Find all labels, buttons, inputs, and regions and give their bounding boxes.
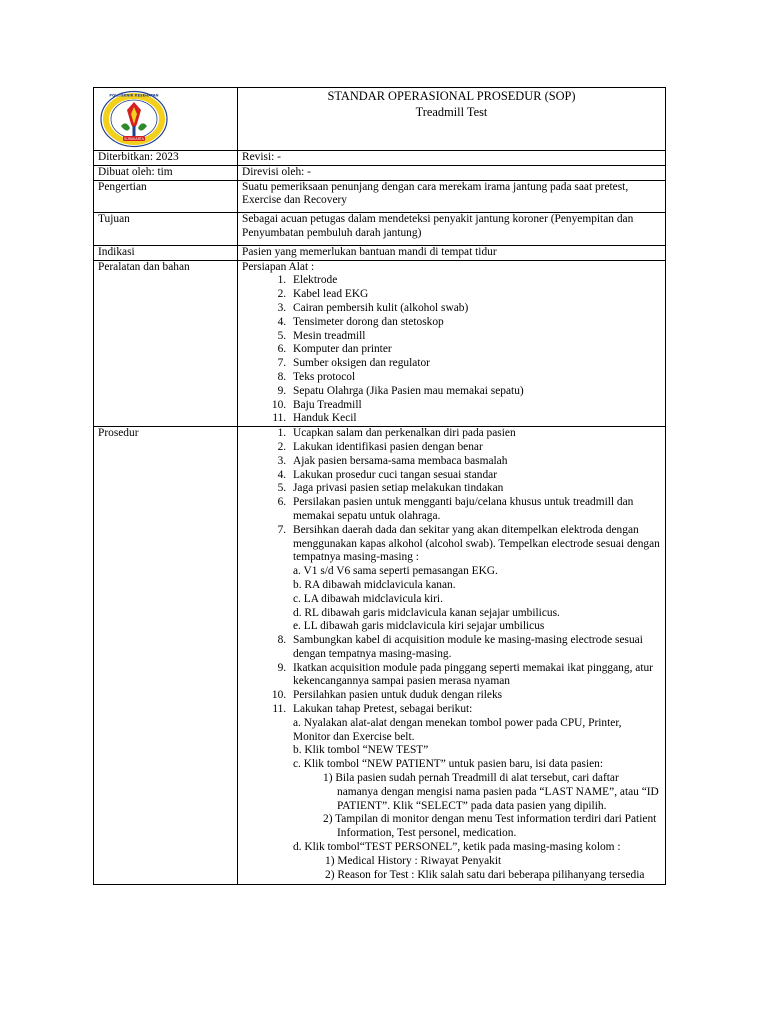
- step7-sub-c: c. LA dibawah midclavicula kiri.: [293, 592, 443, 605]
- step7-sub-e: e. LL dibawah garis midclavicula kiri sejajar umbilicus: [293, 620, 545, 633]
- indikasi-row: [94, 245, 666, 260]
- step7-sub-b: b. RA dibawah midclavicula kanan.: [293, 578, 456, 591]
- step7-text: Bersihkan daerah dada dan sekitar yang akan ditempelkan elektroda dengan menggunakan kapas alkohol (alcohol swab). Tempelkan electrode sesuai dengan tempatnya masing-masing :: [293, 523, 660, 564]
- pengertian-label: Pengertian: [94, 180, 238, 213]
- step11-text: Lakukan tahap Pretest, sebagai berikut:: [293, 703, 473, 716]
- peralatan-list: [242, 274, 661, 426]
- list-item: 8. Sambungkan kabel di acquisition module ke masing-masing electrode sesuai dengan tempatnya masing-masing.: [289, 634, 661, 662]
- peralatan-cell: [238, 260, 666, 427]
- step11-d-list: [293, 855, 661, 883]
- title-cell: [238, 88, 666, 151]
- peralatan-row: [94, 260, 666, 427]
- list-item: 2) Reason for Test : Klik salah satu dari beberapa pilihanyang tersedia: [325, 868, 645, 881]
- indikasi-text: Pasien yang memerlukan bantuan mandi di tempat tidur: [238, 245, 666, 260]
- list-item: 9. Ikatkan acquisition module pada pinggang seperti memakai ikat pinggang, atur kekencangannya sampai pasien merasa nyaman: [289, 662, 661, 690]
- logo-bottom-text: SURAKARTA: [124, 137, 144, 141]
- institution-logo: [99, 90, 169, 148]
- step7-sub-d: d. RL dibawah garis midclavicula kanan sejajar umbilicus.: [293, 606, 560, 619]
- list-item: 7. Sumber oksigen dan regulator: [289, 357, 661, 371]
- list-item: 9. Sepatu Olahrga (Jika Pasien mau memakai sepatu): [289, 385, 661, 399]
- pengertian-text: Suatu pemeriksaan penunjang dengan cara merekam irama jantung pada saat pretest, Exercise dan Recovery: [238, 180, 666, 213]
- document-title: STANDAR OPERASIONAL PROSEDUR (SOP): [327, 89, 576, 103]
- header-row: [94, 88, 666, 151]
- indikasi-label: Indikasi: [94, 245, 238, 260]
- peralatan-label: Peralatan dan bahan: [94, 260, 238, 427]
- diterbitkan-cell: Diterbitkan: 2023: [94, 151, 238, 166]
- revisi-cell: Revisi: -: [238, 151, 666, 166]
- list-item: 3. Ajak pasien bersama-sama membaca basmalah: [289, 455, 661, 469]
- sop-table: [93, 87, 666, 885]
- list-item: 1. Ucapkan salam dan perkenalkan diri pada pasien: [289, 427, 661, 441]
- dibuat-cell: Dibuat oleh: tim: [94, 165, 238, 180]
- prosedur-cell: [238, 427, 666, 885]
- prosedur-row: [94, 427, 666, 885]
- list-item: 1. Elektrode: [289, 274, 661, 288]
- prosedur-list: [242, 427, 661, 882]
- list-item: 5. Mesin treadmill: [289, 330, 661, 344]
- step11-sub-a: a. Nyalakan alat-alat dengan menekan tombol power pada CPU, Printer, Monitor dan Exercise belt.: [293, 716, 622, 743]
- list-item: 8. Teks protocol: [289, 371, 661, 385]
- list-item: 4. Lakukan prosedur cuci tangan sesuai standar: [289, 469, 661, 483]
- direvisi-cell: Direvisi oleh: -: [238, 165, 666, 180]
- prosedur-label: Prosedur: [94, 427, 238, 885]
- pengertian-row: [94, 180, 666, 213]
- list-item: [289, 703, 661, 882]
- list-item: 3. Cairan pembersih kulit (alkohol swab): [289, 302, 661, 316]
- list-item: 11. Handuk Kecil: [289, 412, 661, 426]
- step11-sub-b: b. Klik tombol “NEW TEST”: [293, 744, 429, 757]
- step11-sub-d: d. Klik tombol“TEST PERSONEL”, ketik pada masing-masing kolom :: [293, 841, 621, 854]
- list-item: 10. Persilahkan pasien untuk duduk dengan rileks: [289, 689, 661, 703]
- list-item: [289, 524, 661, 634]
- step11-sub-c: c. Klik tombol “NEW PATIENT” untuk pasien baru, isi data pasien:: [293, 758, 604, 771]
- step7-sub-a: a. V1 s/d V6 sama seperti pemasangan EKG.: [293, 565, 498, 578]
- step11-c-list: [293, 772, 661, 841]
- list-item: 2. Lakukan identifikasi pasien dengan benar: [289, 441, 661, 455]
- peralatan-intro: Persiapan Alat :: [242, 260, 315, 273]
- logo-top-text: POLITEKNIK KESEHATAN: [109, 93, 159, 98]
- tujuan-label: Tujuan: [94, 213, 238, 246]
- document-subtitle: Treadmill Test: [415, 105, 488, 119]
- list-item: 1) Bila pasien sudah pernah Treadmill di alat tersebut, cari daftar namanya dengan mengisi nama pasien pada “LAST NAME”, atau “ID PATIENT”. Klik “SELECT” pada data pasien yang dipilih.: [323, 772, 659, 812]
- list-item: 2) Tampilan di monitor dengan menu Test information terdiri dari Patient Information, Test personel, medication.: [323, 813, 657, 840]
- meta-row-2: [94, 165, 666, 180]
- tujuan-row: [94, 213, 666, 246]
- list-item: 2. Kabel lead EKG: [289, 288, 661, 302]
- list-item: 5. Jaga privasi pasien setiap melakukan tindakan: [289, 482, 661, 496]
- meta-row-1: [94, 151, 666, 166]
- tujuan-text: Sebagai acuan petugas dalam mendeteksi penyakit jantung koroner (Penyempitan dan Penyumbatan pembuluh darah jantung): [238, 213, 666, 246]
- list-item: 4. Tensimeter dorong dan stetoskop: [289, 316, 661, 330]
- list-item: 6. Persilakan pasien untuk mengganti baju/celana khusus untuk treadmill dan memakai sepatu untuk olahraga.: [289, 496, 661, 524]
- list-item: 6. Komputer dan printer: [289, 343, 661, 357]
- logo-cell: [94, 88, 238, 151]
- list-item: 10. Baju Treadmill: [289, 399, 661, 413]
- list-item: 1) Medical History : Riwayat Penyakit: [325, 854, 502, 867]
